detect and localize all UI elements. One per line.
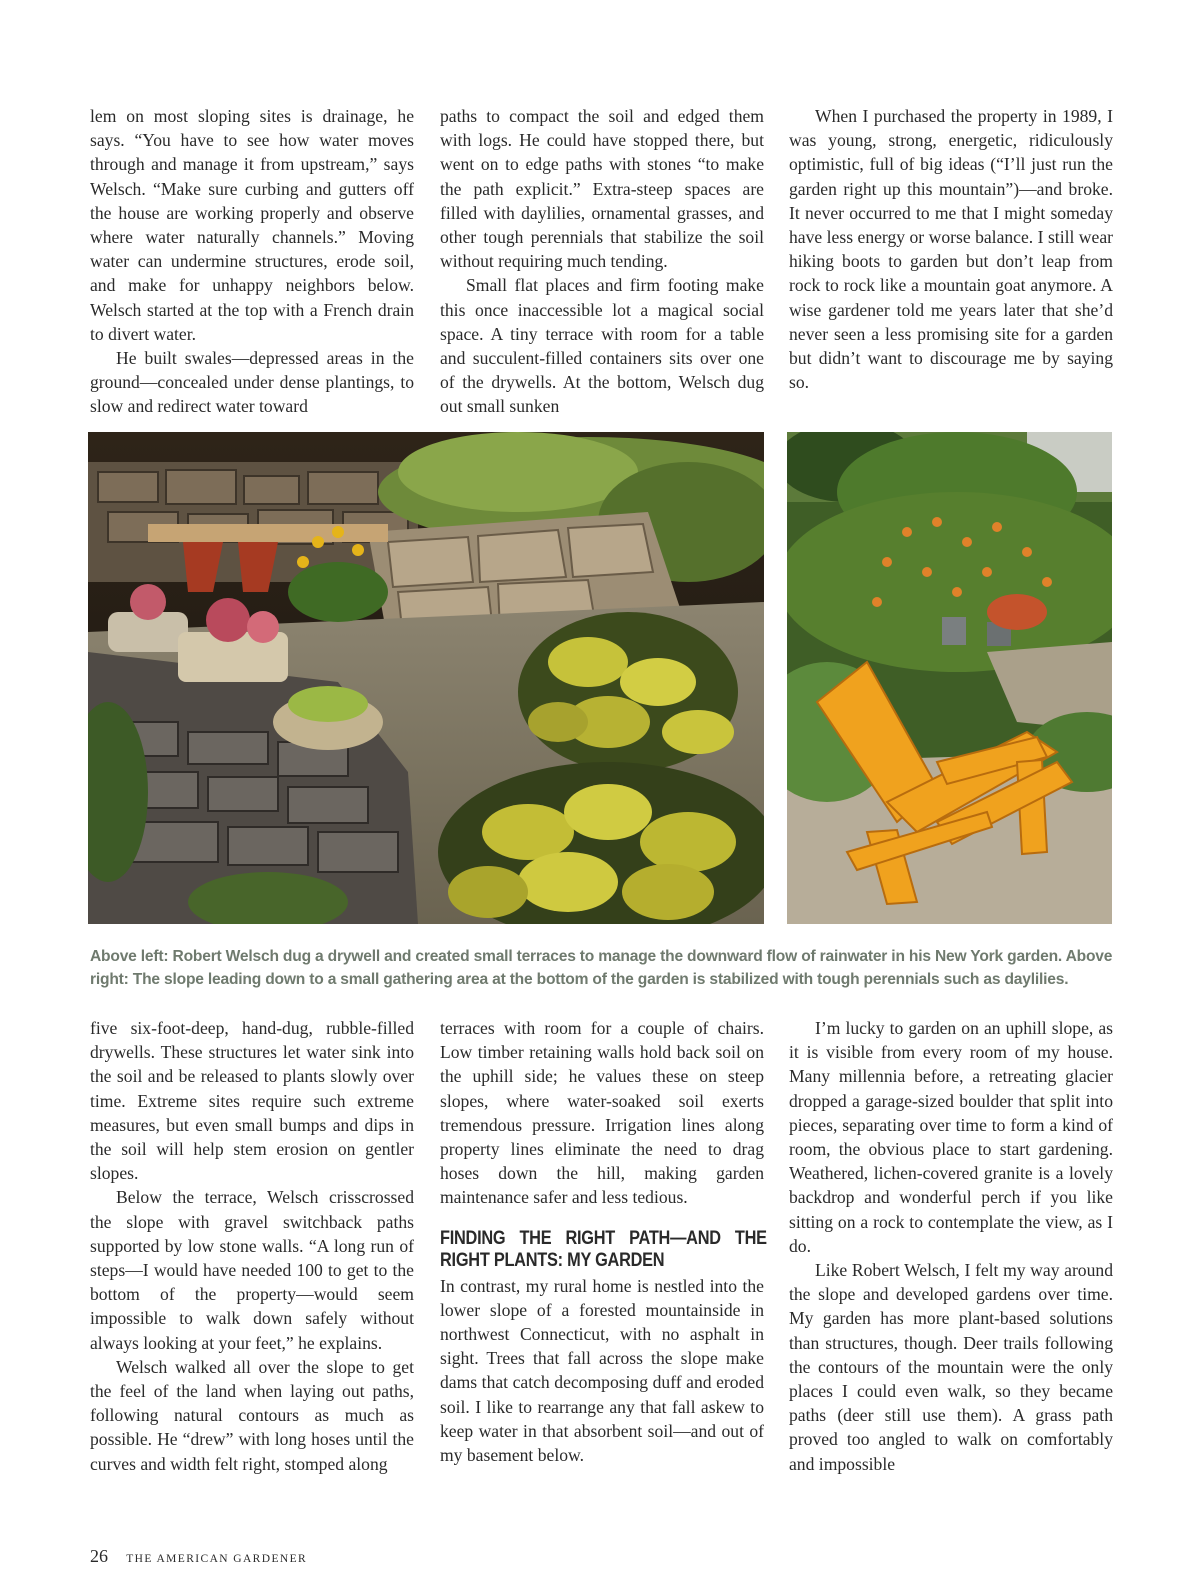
text-column-bottom-middle [440,1016,767,1467]
photo-stone-terrace-garden [88,432,764,924]
paragraph: He built swales—depressed areas in the ground—concealed under dense plantings, to slow and redirect water toward [90,348,414,417]
paragraph: Like Robert Welsch, I felt my way around the slope and developed gardens over time. My garden has more plant-based solutions than structures, though. Deer trails following the contours of the mountain were the only places I could even walk, so they became paths (deer still use them). A grass path proved too angled to walk on comfortably and impossible [789,1260,1113,1474]
paragraph: five six-foot-deep, hand-dug, rubble-filled drywells. These structures let water sink into the soil and be released to plants slowly over time. Extreme sites require such extreme measures, but even small bumps and dips in the soil will help stem erosion on gentler slopes. [90,1018,414,1184]
text-column-top-right [789,104,1113,394]
paragraph: I’m lucky to garden on an uphill slope, as it is visible from every room of my house. Many millennia before, a retreating glacier dropped a garage-sized boulder that split into pieces, separating over time to form a kind of room, the obvious place to start gardening. Weathered, lichen-covered granite is a lovely backdrop and wonderful perch if you like sitting on a rock to contemplate the view, as I do. [789,1018,1113,1256]
text-column-top-middle [440,104,764,419]
photo-adirondack-chair-slope [787,432,1112,924]
text-column-bottom-right [789,1016,1113,1476]
paragraph: paths to compact the soil and edged them with logs. He could have stopped there, but went on to edge paths with stones “to make the path explicit.” Extra-steep spaces are filled with daylilies, ornamental grasses, and other tough perennials that stabilize the soil without requiring much tending. [440,106,764,272]
photo-caption: Above left: Robert Welsch dug a drywell and created small terraces to manage the downward flow of rainwater in his New York garden. Above right: The slope leading down to a small gathering area at the bottom of the garden is stabilized with tough perennials such as daylilies. [90,948,1113,988]
page-number: 26 [90,1546,108,1566]
paragraph: Below the terrace, Welsch crisscrossed the slope with gravel switchback paths supported by low stone walls. “A long run of steps—I would have needed 100 to get to the bottom of the property—would seem impossible to walk down safely without always looking at your feet,” he explains. [90,1187,414,1353]
text-column-bottom-left [90,1016,414,1476]
section-subhead: FINDING THE RIGHT PATH—AND THE RIGHT PLANTS: MY GARDEN [440,1227,767,1271]
paragraph: Small flat places and firm footing make this once inaccessible lot a magical social space. A tiny terrace with room for a table and succulent-filled containers sits over one of the drywells. At the bottom, Welsch dug out small sunken [440,275,764,417]
text-column-top-left [90,104,414,419]
paragraph: In contrast, my rural home is nestled into the lower slope of a forested mountainside in northwest Connecticut, with no asphalt in sight. Trees that fall across the slope make dams that catch decomposing duff and eroded soil. I like to rearrange any that fall askew to keep water in that absorbent soil—and out of my basement below. [440,1275,764,1466]
paragraph: When I purchased the property in 1989, I was young, strong, energetic, ridiculously optimistic, full of big ideas (“I’ll just run the garden right up this mountain”)—and broke. It never occurred to me that I might someday have less energy or worse balance. I still wear hiking boots to garden but don’t leap from rock to rock like a mountain goat anymore. A wise gardener told me years later that she’d never seen a less promising site for a garden but didn’t want to discourage me by saying so. [789,106,1113,393]
paragraph: Welsch walked all over the slope to get the feel of the land when laying out paths, following natural contours as much as possible. He “drew” with long hoses until the curves and width felt right, stomped along [90,1356,414,1474]
page-folio [90,1546,307,1567]
paragraph: terraces with room for a couple of chairs. Low timber retaining walls hold back soil on the uphill side; he values these on steep slopes, where water-soaked soil exerts tremendous pressure. Irrigation lines along property lines eliminate the need to drag hoses down the hill, making garden maintenance safer and less tedious. [440,1018,764,1208]
paragraph: lem on most sloping sites is drainage, he says. “You have to see how water moves through and manage it from upstream,” says Welsch. “Make sure curbing and gutters off the house are working properly and observe where water naturally channels.” Moving water can undermine structures, erode soil, and make for unhappy neighbors below. Welsch started at the top with a French drain to divert water. [90,106,414,344]
publication-name: THE AMERICAN GARDENER [126,1553,308,1565]
